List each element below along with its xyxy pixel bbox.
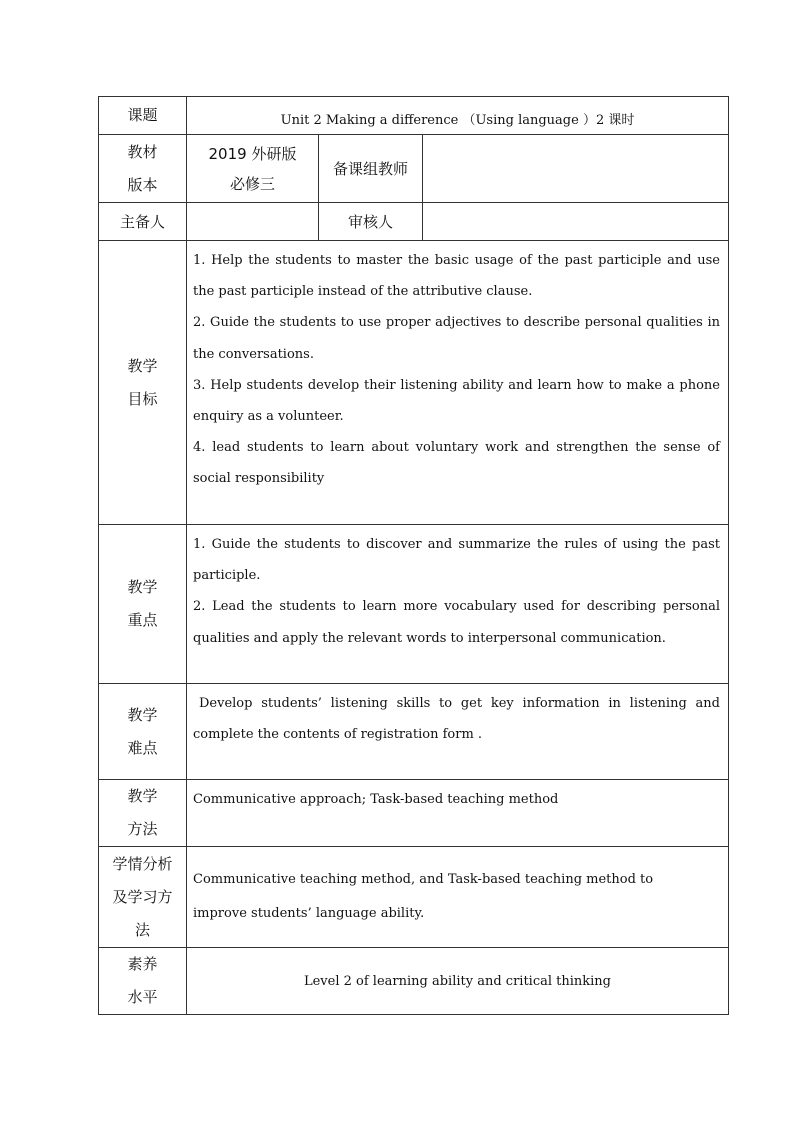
- lesson-plan-table: [98, 96, 729, 1015]
- methods-content: [187, 780, 729, 847]
- edition-label: 教材 版本: [99, 135, 187, 203]
- difficulties-label: 教学 难点: [99, 684, 187, 780]
- methods-label: 教学 方法: [99, 780, 187, 847]
- reviewer-value: [423, 203, 729, 241]
- key-points-label: 教学 重点: [99, 525, 187, 684]
- difficulties-content: [187, 684, 729, 780]
- objective-item: 1. Help the students to master the basic usage of the past participle and use the past participle instead of the attributive clause.: [193, 253, 720, 300]
- analysis-label: 学情分析 及学习方 法: [99, 847, 187, 948]
- key-points-content: [187, 525, 729, 684]
- edition-row: [99, 135, 729, 203]
- preparer-value: [187, 203, 319, 241]
- analysis-text: Communicative teaching method, and Task-based teaching method to improve students’ language ability.: [193, 872, 654, 921]
- reviewer-label: 审核人: [319, 203, 423, 241]
- preparer-row: [99, 203, 729, 241]
- objectives-row: [99, 241, 729, 525]
- literacy-label: 素养 水平: [99, 948, 187, 1015]
- key-point-item: 2. Lead the students to learn more vocabulary used for describing personal qualities and apply the relevant words to interpersonal communication.: [193, 599, 720, 646]
- edition-value: 2019 外研版 必修三: [187, 135, 319, 203]
- objective-item: 2. Guide the students to use proper adjectives to describe personal qualities in the conversations.: [193, 315, 720, 362]
- teacher-group-value: [423, 135, 729, 203]
- objective-item: 4. lead students to learn about voluntary work and strengthen the sense of social responsibility: [193, 440, 720, 487]
- methods-text: Communicative approach; Task-based teaching method: [193, 792, 559, 807]
- objectives-label: 教学 目标: [99, 241, 187, 525]
- literacy-content: Level 2 of learning ability and critical thinking: [187, 948, 729, 1015]
- methods-row: [99, 780, 729, 847]
- key-point-item: 1. Guide the students to discover and summarize the rules of using the past participle.: [193, 537, 720, 584]
- analysis-row: [99, 847, 729, 948]
- topic-row: [99, 97, 729, 135]
- key-points-row: [99, 525, 729, 684]
- preparer-label: 主备人: [99, 203, 187, 241]
- analysis-content: [187, 847, 729, 948]
- literacy-row: [99, 948, 729, 1015]
- objectives-content: [187, 241, 729, 525]
- difficulties-text: Develop students’ listening skills to get key information in listening and complete the contents of registration form .: [193, 696, 720, 743]
- difficulties-row: [99, 684, 729, 780]
- topic-label: 课题: [99, 97, 187, 135]
- topic-value: Unit 2 Making a difference （Using language ）2 课时: [187, 97, 729, 135]
- objective-item: 3. Help students develop their listening ability and learn how to make a phone enquiry as a volunteer.: [193, 377, 720, 425]
- teacher-group-label: 备课组教师: [319, 135, 423, 203]
